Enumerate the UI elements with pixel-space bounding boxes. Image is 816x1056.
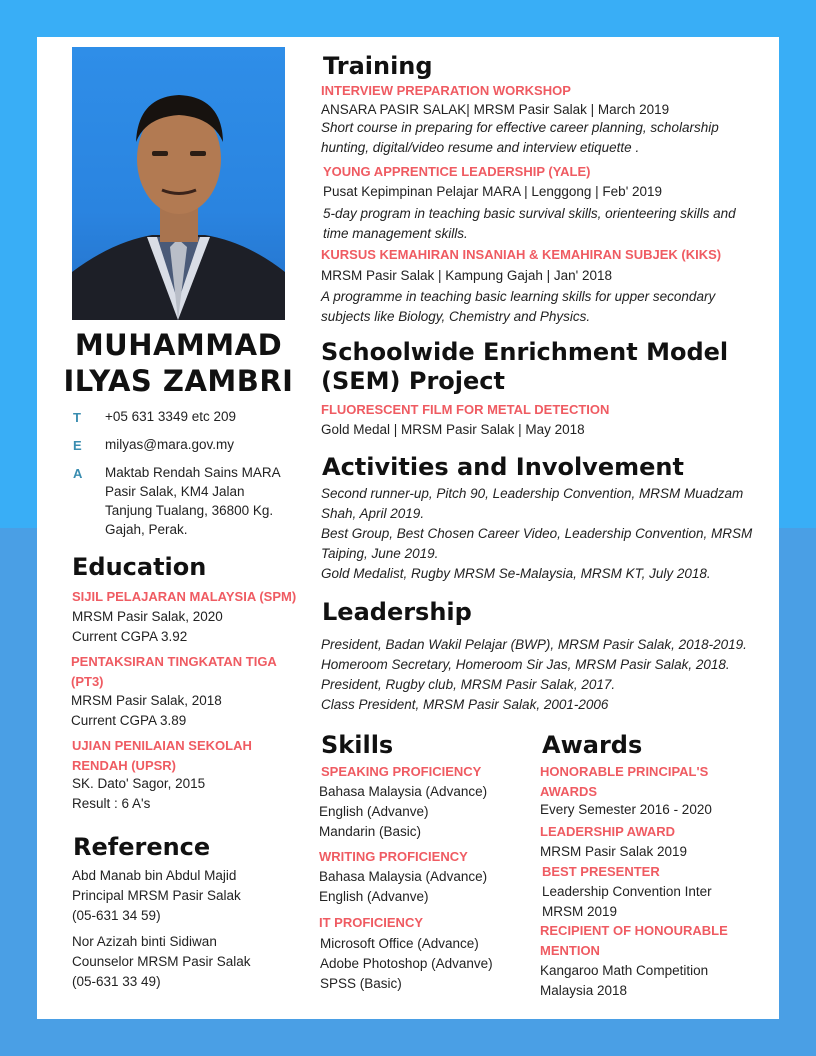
education-title-line: (PT3)	[71, 674, 104, 689]
contact-label-phone: T	[73, 410, 81, 425]
skills-title-writing: WRITING PROFICIENCY	[319, 849, 468, 864]
skills-title-it: IT PROFICIENCY	[319, 915, 424, 930]
profile-photo	[72, 47, 285, 320]
sem-heading-line: (SEM) Project	[321, 367, 505, 395]
award-detail-mention	[540, 961, 708, 1001]
skill-line: Bahasa Malaysia (Advance)	[319, 784, 488, 799]
education-title-spm: SIJIL PELAJARAN MALAYSIA (SPM)	[72, 589, 297, 604]
award-title-presenter: BEST PRESENTER	[542, 864, 660, 879]
award-detail-leadership: MRSM Pasir Salak 2019	[540, 844, 688, 859]
training-meta-3: MRSM Pasir Salak | Kampung Gajah | Jan' 2018	[321, 268, 612, 283]
leadership-line: President, Badan Wakil Pelajar (BWP), MRSM Pasir Salak, 2018-2019.	[321, 637, 747, 652]
award-detail-presenter	[542, 882, 712, 922]
reference-person-2	[72, 932, 251, 992]
education-title-pt3	[71, 652, 277, 692]
activity-line: Second runner-up, Pitch 90, Leadership Convention, MRSM Muadzam	[321, 486, 744, 501]
leadership-line: President, Rugby club, MRSM Pasir Salak, 2017.	[321, 677, 616, 692]
leadership-line: Homeroom Secretary, Homeroom Sir Jas, MRSM Pasir Salak, 2018.	[321, 657, 730, 672]
portrait-illustration	[72, 47, 285, 320]
award-title-line: AWARDS	[540, 784, 598, 799]
education-line: Current CGPA 3.89	[71, 713, 187, 728]
training-desc-line: hunting, digital/video resume and interview etiquette .	[321, 140, 640, 155]
reference-line: Nor Azizah binti Sidiwan	[72, 934, 217, 949]
address-line: Pasir Salak, KM4 Jalan	[105, 484, 245, 499]
reference-line: Counselor MRSM Pasir Salak	[72, 954, 251, 969]
skill-line: Bahasa Malaysia (Advance)	[319, 869, 488, 884]
education-title-line: PENTAKSIRAN TINGKATAN TIGA	[71, 654, 277, 669]
leadership-heading: Leadership	[322, 598, 472, 626]
reference-line: Abd Manab bin Abdul Majid	[72, 868, 237, 883]
training-heading: Training	[323, 52, 433, 80]
skill-line: English (Advanve)	[319, 889, 429, 904]
training-title-3: KURSUS KEMAHIRAN INSANIAH & KEMAHIRAN SUBJEK (KIKS)	[321, 247, 722, 262]
leadership-list	[321, 635, 747, 715]
training-desc-2	[323, 204, 736, 244]
activity-line: Taiping, June 2019.	[321, 546, 439, 561]
education-title-upsr	[72, 736, 252, 776]
award-line: Kangaroo Math Competition	[540, 963, 709, 978]
education-line: MRSM Pasir Salak, 2018	[71, 693, 222, 708]
training-desc-line: time management skills.	[323, 226, 468, 241]
reference-line: (05-631 33 49)	[72, 974, 161, 989]
education-line: SK. Dato' Sagor, 2015	[72, 776, 206, 791]
training-desc-line: subjects like Biology, Chemistry and Physics.	[321, 309, 591, 324]
skill-line: Microsoft Office (Advance)	[320, 936, 479, 951]
training-desc-line: Short course in preparing for effective career planning, scholarship	[321, 120, 719, 135]
training-title-1: INTERVIEW PREPARATION WORKSHOP	[321, 83, 571, 98]
sem-heading	[321, 338, 728, 396]
skill-line: SPSS (Basic)	[320, 976, 402, 991]
sem-title: FLUORESCENT FILM FOR METAL DETECTION	[321, 402, 610, 417]
skills-title-speaking: SPEAKING PROFICIENCY	[321, 764, 482, 779]
reference-line: (05-631 34 59)	[72, 908, 161, 923]
address-line: Gajah, Perak.	[105, 522, 188, 537]
award-title-leadership: LEADERSHIP AWARD	[540, 824, 676, 839]
skills-list-it	[320, 934, 493, 994]
skill-line: English (Advanve)	[319, 804, 429, 819]
education-line: Result : 6 A's	[72, 796, 151, 811]
name-line-1: MUHAMMAD	[74, 328, 283, 362]
sem-meta: Gold Medal | MRSM Pasir Salak | May 2018	[321, 422, 585, 437]
sem-heading-line: Schoolwide Enrichment Model	[321, 338, 729, 366]
award-title-line: MENTION	[540, 943, 600, 958]
award-line: MRSM 2019	[542, 904, 618, 919]
skills-list-writing	[319, 867, 487, 907]
training-meta-1: ANSARA PASIR SALAK| MRSM Pasir Salak | March 2019	[321, 102, 670, 117]
contact-address	[105, 463, 281, 539]
contact-label-email: E	[73, 438, 82, 453]
education-heading: Education	[72, 553, 207, 581]
skill-line: Mandarin (Basic)	[319, 824, 422, 839]
education-details-spm	[72, 607, 223, 647]
awards-heading: Awards	[542, 731, 643, 759]
reference-heading: Reference	[73, 833, 211, 861]
activity-line: Gold Medalist, Rugby MRSM Se-Malaysia, MRSM KT, July 2018.	[321, 566, 711, 581]
training-desc-line: A programme in teaching basic learning skills for upper secondary	[321, 289, 716, 304]
award-title-mention	[540, 921, 728, 961]
training-desc-3	[321, 287, 715, 327]
leadership-line: Class President, MRSM Pasir Salak, 2001-2006	[321, 697, 609, 712]
award-title-line: HONORABLE PRINCIPAL'S	[540, 764, 709, 779]
award-title-principal	[540, 762, 708, 802]
contact-label-address: A	[73, 466, 83, 481]
education-line: MRSM Pasir Salak, 2020	[72, 609, 223, 624]
address-line: Maktab Rendah Sains MARA	[105, 465, 281, 480]
award-title-line: RECIPIENT OF HONOURABLE	[540, 923, 728, 938]
training-desc-line: 5-day program in teaching basic survival skills, orienteering skills and	[323, 206, 736, 221]
reference-line: Principal MRSM Pasir Salak	[72, 888, 241, 903]
award-detail-principal: Every Semester 2016 - 2020	[540, 802, 712, 817]
education-title-line: RENDAH (UPSR)	[72, 758, 176, 773]
contact-email: milyas@mara.gov.my	[105, 437, 234, 452]
activities-list	[321, 484, 752, 584]
education-details-upsr	[72, 774, 205, 814]
skills-heading: Skills	[321, 731, 394, 759]
skills-list-speaking	[319, 782, 487, 842]
education-details-pt3	[71, 691, 222, 731]
activity-line: Best Group, Best Chosen Career Video, Leadership Convention, MRSM	[321, 526, 753, 541]
award-line: Malaysia 2018	[540, 983, 628, 998]
training-meta-2: Pusat Kepimpinan Pelajar MARA | Lenggong | Feb' 2019	[323, 184, 663, 199]
award-line: Leadership Convention Inter	[542, 884, 712, 899]
reference-person-1	[72, 866, 241, 926]
activity-line: Shah, April 2019.	[321, 506, 425, 521]
training-title-2: YOUNG APPRENTICE LEADERSHIP (YALE)	[323, 164, 591, 179]
education-title-line: UJIAN PENILAIAN SEKOLAH	[72, 738, 252, 753]
name-line-2: ILYAS ZAMBRI	[63, 364, 294, 398]
contact-phone: +05 631 3349 etc 209	[105, 409, 236, 424]
activities-heading: Activities and Involvement	[322, 453, 684, 481]
education-line: Current CGPA 3.92	[72, 629, 188, 644]
skill-line: Adobe Photoshop (Advanve)	[320, 956, 493, 971]
training-desc-1	[321, 118, 719, 158]
address-line: Tanjung Tualang, 36800 Kg.	[105, 503, 274, 518]
full-name	[58, 327, 299, 399]
